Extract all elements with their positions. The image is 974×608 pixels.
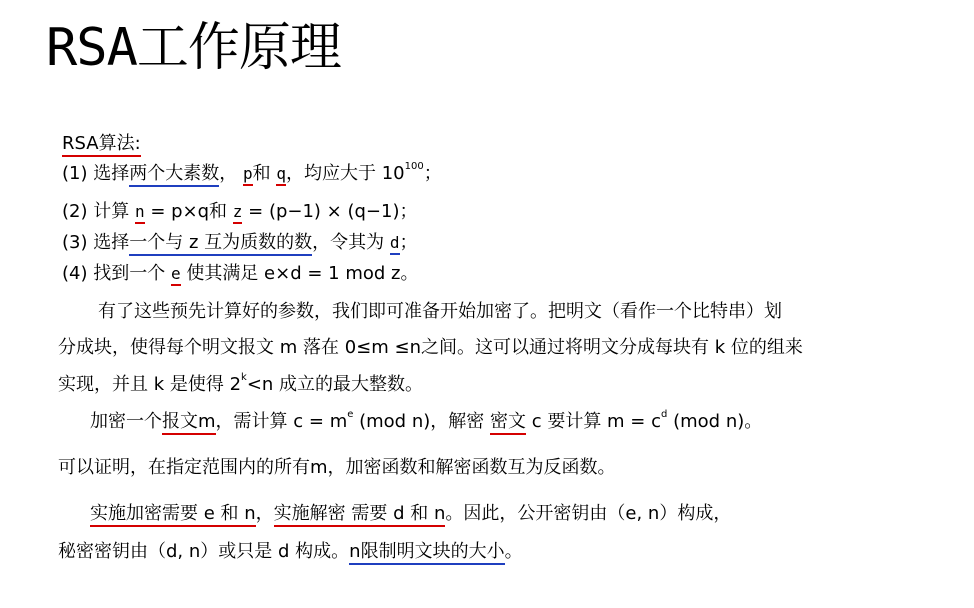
page-title: RSA工作原理 <box>46 18 341 78</box>
paragraph-1-line-3: 实现，并且 k 是使得 $2^k<n$ 成立的最大整数。 <box>58 372 424 395</box>
keys-line-2: 秘密密钥由（d, n）或只是 d 构成。n限制明文块的大小。 <box>58 540 523 564</box>
proof-line: 可以证明，在指定范围内的所有m，加密函数和解密函数互为反函数。 <box>58 457 616 478</box>
keys-line-1: 实施加密需要 e 和 n，实施解密 需要 d 和 n。因此，公开密钥由（e, n）构成， <box>90 502 731 526</box>
step-3: (3) 选择一个与 z 互为质数的数，令其为 d； <box>62 231 418 255</box>
encryption-line: 加密一个报文m，需计算 $c = m^e$ (mod n)，解密 密文 c 要计算 $m = c^d$ (mod n)。 <box>90 410 762 434</box>
step-4: (4) 找到一个 e 使其满足 e×d = 1 mod z。 <box>62 263 419 284</box>
paragraph-1-line-1: 有了这些预先计算好的参数，我们即可准备开始加密了。把明文（看作一个比特串）划 <box>98 301 782 322</box>
algorithm-heading: RSA算法: <box>62 132 141 156</box>
step-1: (1) 选择两个大素数， p和 q，均应大于 $10^{100}$； <box>62 162 442 186</box>
paragraph-1-line-2: 分成块，使得每个明文报文 m 落在 0≤m ≤n之间。这可以通过将明文分成每块有 k 位的组来 <box>58 337 803 358</box>
step-2: (2) 计算 n = p×q和 z = (p−1) × (q−1)； <box>62 201 418 222</box>
